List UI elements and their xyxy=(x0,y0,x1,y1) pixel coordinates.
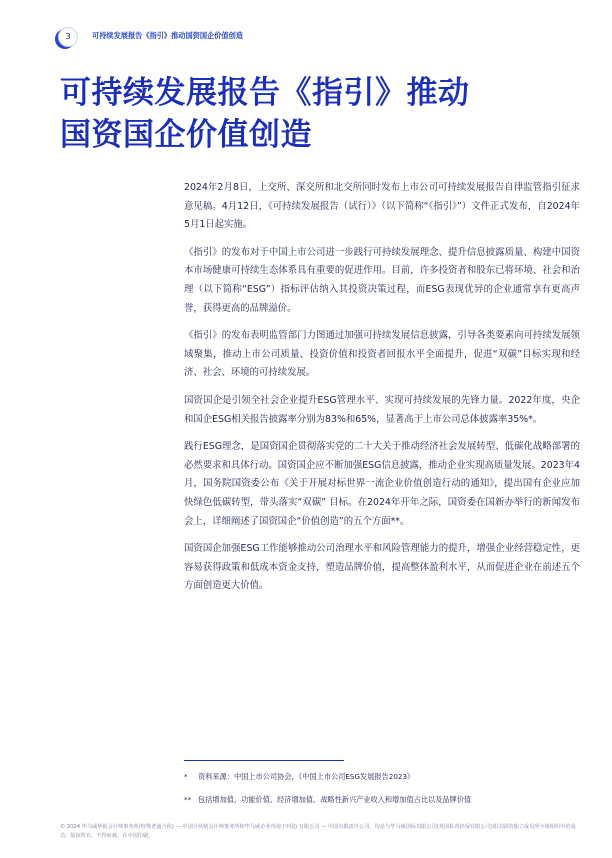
footnote-text: 资料来源：中国上市公司协会，《中国上市公司ESG发展报告2023》 xyxy=(198,772,415,781)
page-title xyxy=(60,72,580,156)
footnote-mark: ** xyxy=(184,795,192,804)
page-number: 3 xyxy=(65,32,71,41)
footnote xyxy=(184,795,471,805)
paragraph: 《指引》的发布表明监管部门力图通过加强可持续发展信息披露，引导各类要素向可持续发展领域聚集，推动上市公司质量、投资价值和投资者回报水平全面提升，促进“双碳”目标实现和经济、社会、环境的可持续发展。 xyxy=(184,330,580,379)
footnote-divider xyxy=(184,760,344,761)
body-text xyxy=(184,179,580,605)
paragraph: 国资国企加强ESG工作能够推动公司治理水平和风险管理能力的提升，增强企业经营稳定性，更容易获得政策和低成本资金支持，塑造品牌价值，提高整体盈利水平，从而促进企业在前述五个方面创造更大价值。 xyxy=(184,543,580,592)
running-header-title: 可持续发展报告《指引》推动国资国企价值创造 xyxy=(92,31,243,40)
legal-notice: © 2024 毕马威华振会计师事务所(特殊普通合伙) — 中国合伙制会计师事务所和毕马威企业咨询 (中国) 有限公司 — 中国有限责任公司，均是与毕马威国际有限公司(英国私营担保有限公司)相关联的独立成员所全球组织中的成员。版权所有，不得转载。在中国印刷。 xyxy=(60,824,576,839)
footnote-text: 包括增加值、功能价值、经济增加值、战略性新兴产业收入和增加值占比以及品牌价值 xyxy=(198,795,472,804)
footnote-mark: * xyxy=(184,772,188,781)
page-title-line-2: 国资国企价值创造 xyxy=(60,117,312,153)
paragraph: 国资国企是引领全社会企业提升ESG管理水平、实现可持续发展的先锋力量。2022年度，央企和国企ESG相关报告披露率分别为83%和65%，显著高于上市公司总体披露率35%*。 xyxy=(184,394,580,425)
footnote xyxy=(184,772,414,782)
paragraph: 践行ESG理念，是国资国企贯彻落实党的二十大关于推动经济社会发展转型、低碳化战略部署的必然要求和具体行动。国资国企应不断加强ESG信息披露，推动企业实现高质量发展。2023年4月，国务院国资委公布《关于开展对标世界一流企业价值创造行动的通知》，提出国有企业应加快绿色低碳转型，带头落实“双碳” 目标。在2024年开年之际，国资委在国新办举行的新闻发布会上，详细阐述了国资国企“价值创造”的五个方面**。 xyxy=(184,441,580,527)
page-title-line-1: 可持续发展报告《指引》推动 xyxy=(60,75,470,111)
paragraph: 2024年2月8日，上交所、深交所和北交所同时发布上市公司可持续发展报告自律监管指引征求意见稿。4月12日，《可持续发展报告（试行）》（以下简称“《指引》”）文件正式发布，自2024年5月1日起实施。 xyxy=(184,182,580,231)
paragraph: 《指引》的发布对于中国上市公司进一步践行可持续发展理念、提升信息披露质量、构建中国资本市场健康可持续生态体系具有重要的促进作用。目前，许多投资者和股东已将环境、社会和治理（以下简称“ESG”）指标评估纳入其投资决策过程，而ESG表现优异的企业通常享有更高声誉，获得更高的品牌溢价。 xyxy=(184,246,580,314)
page-number-badge xyxy=(58,27,78,47)
